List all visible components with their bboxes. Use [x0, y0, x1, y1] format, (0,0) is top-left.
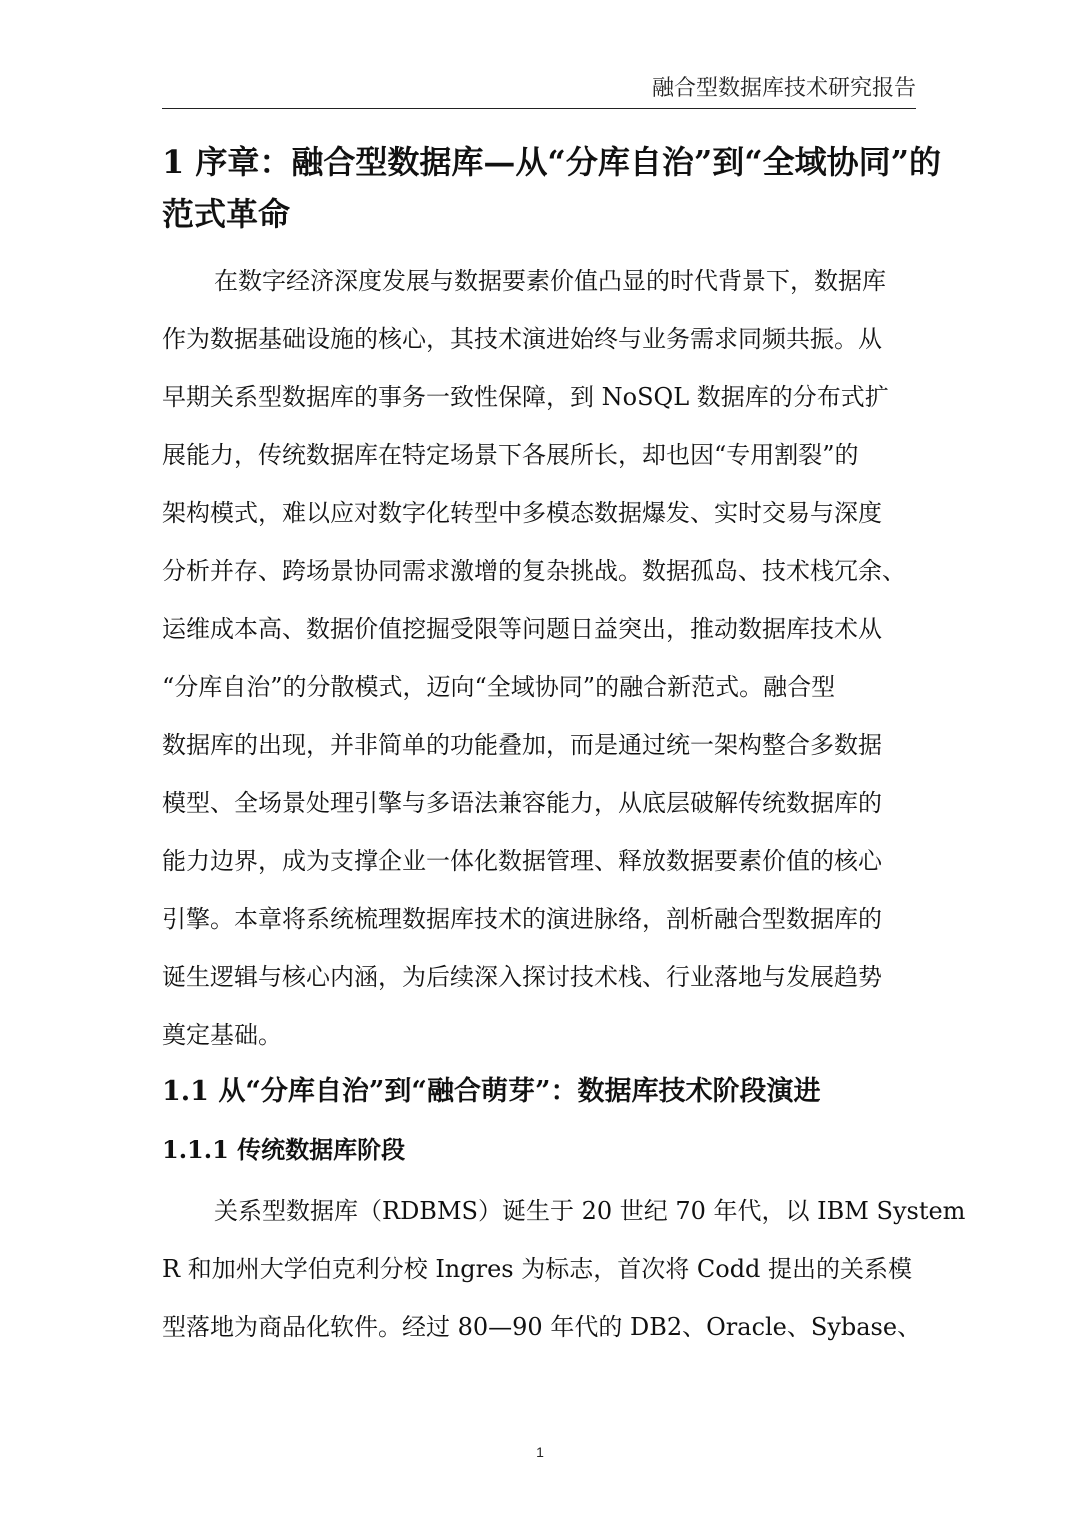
rdbms-paragraph — [162, 1182, 966, 1356]
intro-paragraph — [162, 252, 918, 1064]
chapter-title — [162, 136, 942, 240]
paragraph-line: 能力边界，成为支撑企业一体化数据管理、释放数据要素价值的核心 — [162, 847, 882, 875]
paragraph-line: 架构模式，难以应对数字化转型中多模态数据爆发、实时交易与深度 — [162, 499, 882, 527]
paragraph-line: 作为数据基础设施的核心，其技术演进始终与业务需求同频共振。从 — [162, 325, 882, 353]
paragraph-line: 在数字经济深度发展与数据要素价值凸显的时代背景下，数据库 — [214, 267, 886, 295]
paragraph-line: 运维成本高、数据价值挖掘受限等问题日益突出，推动数据库技术从 — [162, 615, 882, 643]
paragraph-line: 早期关系型数据库的事务一致性保障，到 NoSQL 数据库的分布式扩 — [162, 383, 889, 411]
page-number: 1 — [536, 1444, 544, 1460]
chapter-title-line: 范式革命 — [162, 195, 291, 233]
running-header: 融合型数据库技术研究报告 — [651, 76, 916, 101]
paragraph-line: 模型、全场景处理引擎与多语法兼容能力，从底层破解传统数据库的 — [162, 789, 882, 817]
paragraph-line: 分析并存、跨场景协同需求激增的复杂挑战。数据孤岛、技术栈冗余、 — [162, 557, 906, 585]
paragraph-line: 展能力，传统数据库在特定场景下各展所长，却也因“专用割裂”的 — [162, 441, 859, 469]
paragraph-line: 数据库的出现，并非简单的功能叠加，而是通过统一架构整合多数据 — [162, 731, 882, 759]
section-title: 1.1 从“分库自治”到“融合萌芽”：数据库技术阶段演进 — [162, 1076, 821, 1107]
paragraph-line: 诞生逻辑与核心内涵，为后续深入探讨技术栈、行业落地与发展趋势 — [162, 963, 882, 991]
chapter-title-line: 1 序章：融合型数据库—从“分库自治”到“全域协同”的 — [162, 143, 942, 181]
paragraph-line: 关系型数据库（RDBMS）诞生于 20 世纪 70 年代，以 IBM System — [214, 1197, 966, 1225]
paragraph-line: “分库自治”的分散模式，迈向“全域协同”的融合新范式。融合型 — [162, 673, 836, 701]
paragraph-line: 型落地为商品化软件。经过 80—90 年代的 DB2、Oracle、Sybase、 — [162, 1313, 922, 1341]
paragraph-line: R 和加州大学伯克利分校 Ingres 为标志，首次将 Codd 提出的关系模 — [162, 1255, 913, 1283]
paragraph-line: 引擎。本章将系统梳理数据库技术的演进脉络，剖析融合型数据库的 — [162, 905, 882, 933]
header-rule — [162, 108, 916, 109]
subsection-title: 1.1.1 传统数据库阶段 — [162, 1135, 406, 1164]
paragraph-line: 奠定基础。 — [162, 1021, 282, 1049]
